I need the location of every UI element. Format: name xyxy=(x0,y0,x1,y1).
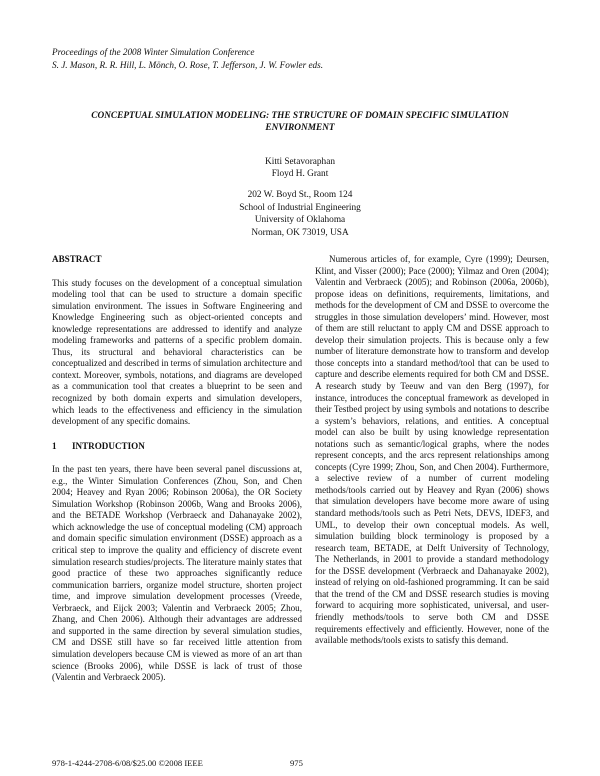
paper-title: CONCEPTUAL SIMULATION MODELING: THE STRUCTURE OF DOMAIN SPECIFIC SIMULATION ENVIRONMENT xyxy=(91,111,509,133)
affiliation xyxy=(0,189,600,239)
author-list xyxy=(0,157,600,181)
affiliation-line: Norman, OK 73019, USA xyxy=(251,227,349,238)
affiliation-line: School of Industrial Engineering xyxy=(239,202,361,213)
author-name: Kitti Setavoraphan xyxy=(265,157,335,167)
abstract-heading: ABSTRACT xyxy=(52,254,102,264)
section-title: INTRODUCTION xyxy=(72,440,145,451)
right-column xyxy=(315,254,549,647)
author-name: Floyd H. Grant xyxy=(271,168,329,179)
intro-paragraph-2: Numerous articles of, for example, Cyre (1999); Deursen, Klint, and Visser (2000); Pace (2000); Yilmaz and Oren (2004); Valentin and Verbraeck (2005); and Robinson (2006a, 2006b), propose ideas on definitions, requirements, limitations, and methods for the development of CM and DSSE to overcome the struggles in those simulation developers’ mind. However, most of them are still reluctant to apply CM and DSSE approach to develop their simulation projects. This is because only a few number of literature demonstrate how to transform and develop those concepts into a standard method/tool that can be used to capture and describe elements required for both CM and DSSE. A research study by Teeuw and van den Berg (1997), for instance, introduces the conceptual framework as developed in their Testbed project by using symbols and notations to describe a system’s behaviors, relations, and entities. A conceptual model can also be built by using knowledge representation notations such as semantic/logical graphs, where the nodes represent concepts, and the arcs represent relationships among concepts (Cyre 1999; Zhou, Son, and Chen 2004). Furthermore, a selective review of a number of current modeling methods/tools carried out by Heavey and Ryan (2006) shows that simulation developers have become more aware of using standard methods/tools such as Petri Nets, DEVS, IDEF3, and UML, to develop their own conceptual models. As well, simulation building block terminology is proposed by a research team, BETADE, at Delft University of Technology, The Netherlands, in 2001 to provide a standard methodology for the DSSE development (Verbraeck and Dahanayake 2002), instead of relying on old-fashioned programming. It can be said that the trend of the CM and DSSE research studies is moving forward to acquiring more sophisticated, universal, and user-friendly methods/tools to serve both CM and DSSE requirements effectively and efficiently. However, none of the available methods/tools exists to satisfy this demand. xyxy=(315,254,549,646)
proceedings-header xyxy=(52,46,323,71)
section-heading-introduction xyxy=(52,441,302,453)
section-number: 1 xyxy=(52,440,57,451)
left-column xyxy=(52,254,302,684)
proceedings-title: Proceedings of the 2008 Winter Simulation Conference xyxy=(52,47,255,57)
page-number: 975 xyxy=(290,758,303,768)
proceedings-editors: S. J. Mason, R. R. Hill, L. Mönch, O. Rose, T. Jefferson, J. W. Fowler eds. xyxy=(52,59,323,70)
affiliation-line: 202 W. Boyd St., Room 124 xyxy=(247,190,353,200)
affiliation-line: University of Oklahoma xyxy=(254,215,346,225)
abstract-text: This study focuses on the development of a conceptual simulation modeling tool that can be used to structure a domain specific simulation environment. The issues in Software Engineering and Knowledge Engineering such as object-oriented concepts and knowledge representations are addressed to identify and analyze modeling frameworks and patterns of a specific problem domain. Thus, its structural and behavioral characteristics can be conceptualized and described in terms of simulation architecture and context. Moreover, symbols, notations, and diagrams are developed as a communication tool that creates a blueprint to be seen and recognized by both domain experts and simulation developers, which leads to the effectiveness and efficiency in the simulation development of any specific domains. xyxy=(52,277,302,427)
intro-paragraph-1: In the past ten years, there have been several panel discussions at, e.g., the Winter Simulation Conferences (Zhou, Son, and Chen 2004; Heavey and Ryan 2006; Robinson 2006a), the OR Society Simulation Workshop (Robinson 2006b, Wang and Brooks 2006), and the BETADE Workshop (Verbraeck and Dahanayake 2002), which acknowledge the use of conceptual modeling (CM) approach and domain specific simulation environment (DSSE) approach as a critical step to improve the quality and efficiency of discrete event simulation research studies/projects. The literature mainly states that good practice of these two approaches significantly reduce communication barriers, organize model structure, shorten project time, and improve simulation development processes (Vreede, Verbraeck, and Eijck 2003; Valentin and Verbraeck 2005; Zhou, Zhang, and Chen 2006). Although their advantages are addressed and supported in the same direction by several simulation studies, CM and DSSE still have so far received little attention from simulation developers because CM is viewed as more of an art than science (Brooks 2006), while DSSE is lack of trust of those (Valentin and Verbraeck 2005). xyxy=(52,464,302,683)
footer-isbn: 978-1-4244-2708-6/08/$25.00 ©2008 IEEE xyxy=(52,758,203,768)
